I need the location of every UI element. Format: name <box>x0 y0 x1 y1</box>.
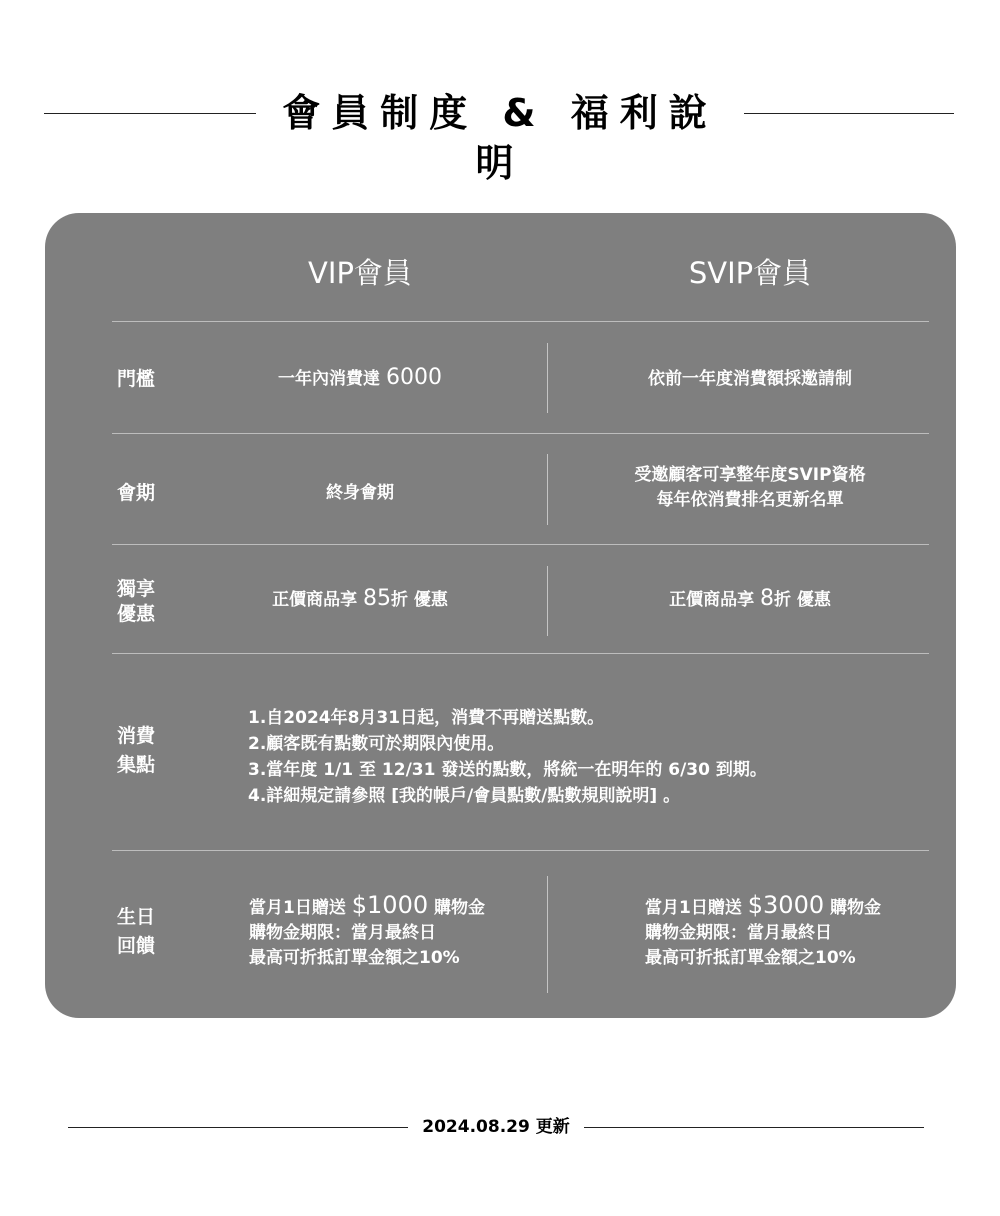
points-note-1: 1.自2024年8月31日起，消費不再贈送點數。 <box>248 708 605 728</box>
svip-discount-number: 8 <box>760 586 774 611</box>
vip-discount-number: 85 <box>363 586 391 611</box>
svip-birthday-line3: 最高可折抵訂單金額之10% <box>645 948 856 968</box>
row-label-birthday-line2: 回饋 <box>117 935 156 957</box>
points-note-4: 4.詳細規定請參照 [我的帳戶/會員點數/點數規則說明] 。 <box>248 786 681 806</box>
footer-divider-right <box>584 1127 924 1128</box>
row-divider <box>112 653 929 654</box>
svip-birthday-line1 <box>645 893 881 921</box>
column-divider <box>547 876 548 993</box>
points-notes <box>248 705 767 809</box>
vip-discount-prefix: 正價商品享 <box>272 590 358 610</box>
svip-birthday-amount: $3000 <box>747 891 825 919</box>
row-label-exclusive-line1: 獨享 <box>117 578 156 600</box>
column-header-vip: VIP會員 <box>308 256 412 290</box>
column-divider <box>547 343 548 413</box>
vip-birthday-line2: 購物金期限：當月最終日 <box>249 923 436 943</box>
column-divider <box>547 454 548 525</box>
vip-birthday-line1 <box>249 893 485 921</box>
row-label-exclusive <box>117 577 155 627</box>
update-date: 2024.08.29 更新 <box>422 1117 570 1137</box>
column-header-svip: SVIP會員 <box>688 256 812 290</box>
svip-discount-prefix: 正價商品享 <box>669 590 755 610</box>
svip-discount <box>570 586 930 613</box>
row-label-birthday <box>117 905 155 959</box>
vip-threshold-text: 一年內消費達 <box>278 369 381 389</box>
row-divider <box>112 433 929 434</box>
svip-period-line1: 受邀顧客可享整年度SVIP資格 <box>634 465 866 485</box>
points-note-3: 3.當年度 1/1 至 12/31 發送的點數，將統一在明年的 6/30 到期。 <box>248 760 767 780</box>
vip-discount-suffix: 折 優惠 <box>391 590 448 610</box>
svip-birthday <box>645 893 881 971</box>
row-label-points <box>117 724 155 778</box>
svip-birthday-line2: 購物金期限：當月最終日 <box>645 923 832 943</box>
vip-birthday-suffix: 購物金 <box>434 898 486 918</box>
vip-birthday <box>249 893 485 971</box>
row-label-threshold: 門檻 <box>117 368 156 390</box>
footer-divider-left <box>68 1127 408 1128</box>
svip-discount-suffix: 折 優惠 <box>774 590 831 610</box>
row-label-exclusive-line2: 優惠 <box>117 603 156 625</box>
vip-threshold-amount: 6000 <box>385 365 442 390</box>
vip-birthday-line3: 最高可折抵訂單金額之10% <box>249 948 460 968</box>
points-note-2: 2.顧客既有點數可於期限內使用。 <box>248 734 505 754</box>
vip-birthday-prefix: 當月1日贈送 <box>249 898 346 918</box>
title-divider-right <box>744 113 954 114</box>
row-divider <box>112 321 929 322</box>
row-divider <box>112 850 929 851</box>
row-label-points-line2: 集點 <box>117 754 156 776</box>
svip-birthday-prefix: 當月1日贈送 <box>645 898 742 918</box>
vip-threshold <box>180 365 540 392</box>
column-divider <box>547 566 548 636</box>
row-label-points-line1: 消費 <box>117 725 156 747</box>
row-label-period: 會期 <box>117 482 156 504</box>
svip-birthday-suffix: 購物金 <box>830 898 882 918</box>
vip-period: 終身會期 <box>326 483 394 503</box>
svip-period <box>570 463 930 513</box>
title-divider-left <box>44 113 256 114</box>
vip-birthday-amount: $1000 <box>351 891 429 919</box>
page-title: 會員制度 & 福利說明 <box>282 91 718 185</box>
title-row <box>0 88 1000 185</box>
vip-discount <box>180 586 540 613</box>
row-label-birthday-line1: 生日 <box>117 906 156 928</box>
svip-threshold: 依前一年度消費額採邀請制 <box>648 369 852 389</box>
membership-table <box>45 213 956 1018</box>
svip-period-line2: 每年依消費排名更新名單 <box>656 490 844 510</box>
row-divider <box>112 544 929 545</box>
